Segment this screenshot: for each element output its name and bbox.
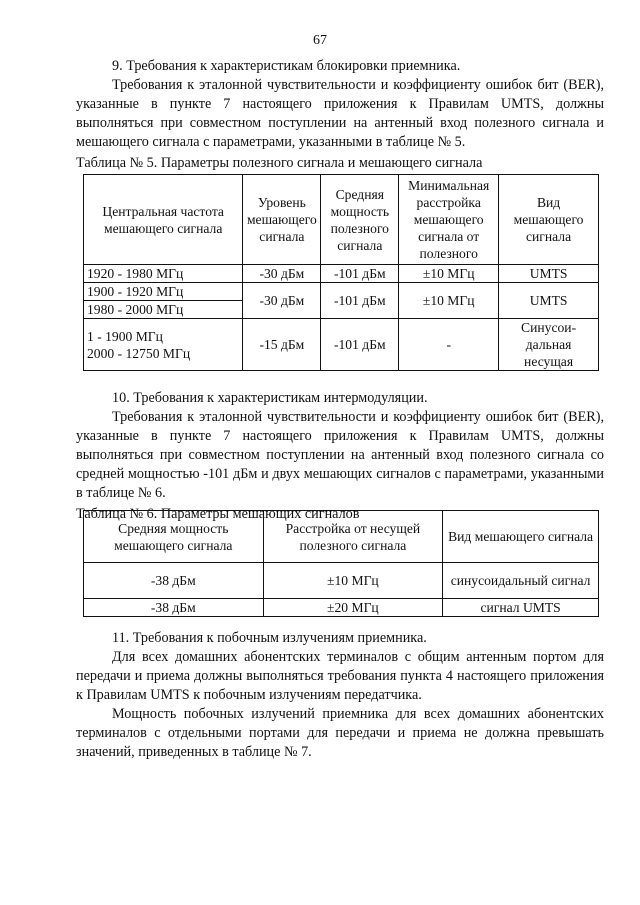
table-5-cell: UMTS xyxy=(499,265,599,283)
table-5-cell: -101 дБм xyxy=(321,319,399,371)
page-number: 67 xyxy=(313,33,327,48)
table-5-header: Минимальная расстройка мешающего сигнала от полезного xyxy=(399,175,499,265)
table-5-cell xyxy=(84,319,243,371)
table-5-cell: 1920 - 1980 МГц xyxy=(84,265,243,283)
table-5-caption: Таблица № 5. Параметры полезного сигнала и мешающего сигнала xyxy=(76,155,483,171)
table-5-header: Центральная частота мешающего сигнала xyxy=(84,175,243,265)
section-11-paragraph: Для всех домашних абонентских терминалов с общим антенным портом для передачи и приема должны выполняться требования пункта 4 настоящего приложения к Правилам UMTS к побочным излучениям передатчика. xyxy=(76,649,604,703)
table-5-freq: 1 - 1900 МГц xyxy=(87,328,163,344)
section-9-text: Требования к эталонной чувствительности и коэффициенту ошибок бит (BER), указанные в пункте 7 настоящего приложения к Правилам UMTS, должны выполняться при совместном поступлении на антенный вход полезного сигнала и мешающего сигнала с параметрами, указанными в таблице № 5. xyxy=(76,77,604,150)
section-11-heading: 11. Требования к побочным излучениям приемника. xyxy=(112,630,427,646)
table-6-cell: сигнал UMTS xyxy=(443,599,599,617)
table-5-cell: Синусои- дальная несущая xyxy=(499,319,599,371)
section-9 xyxy=(76,57,604,173)
section-10 xyxy=(76,389,604,524)
table-5-cell: -101 дБм xyxy=(321,265,399,283)
table-6-cell: ±20 МГц xyxy=(263,599,443,617)
table-6-header: Вид мешающего сигнала xyxy=(443,511,599,563)
table-5-cell: -30 дБм xyxy=(243,283,321,319)
table-5 xyxy=(83,174,599,371)
table-5-header: Уровень мешающего сигнала xyxy=(243,175,321,265)
table-5-cell: 1900 - 1920 МГц xyxy=(84,283,243,301)
table-6-header: Средняя мощность мешающего сигнала xyxy=(84,511,264,563)
table-6-cell: -38 дБм xyxy=(84,563,264,599)
table-5-cell: ±10 МГц xyxy=(399,265,499,283)
table-5-header: Средняя мощность полезного сигнала xyxy=(321,175,399,265)
section-11-paragraph: Мощность побочных излучений приемника для всех домашних абонентских терминалов с отдельными портами для передачи и приема не должна превышать значений, приведенных в таблице № 7. xyxy=(76,706,604,760)
table-6-caption: Таблица № 6. Параметры мешающих сигналов xyxy=(76,506,360,522)
table-5-header: Вид мешающего сигнала xyxy=(499,175,599,265)
table-6-cell: ±10 МГц xyxy=(263,563,443,599)
table-6-cell: -38 дБм xyxy=(84,599,264,617)
table-5-cell: ±10 МГц xyxy=(399,283,499,319)
section-10-text: Требования к эталонной чувствительности и коэффициенту ошибок бит (BER), указанные в пункте 7 настоящего приложения к Правилам UMTS, должны выполняться при совместном поступлении на антенный вход полезного сигнала со средней мощностью -101 дБм и двух мешающих сигналов с параметрами, указанными в таблице № 6. xyxy=(76,409,604,501)
table-6-cell: синусоидальный сигнал xyxy=(443,563,599,599)
table-5-cell: 1980 - 2000 МГц xyxy=(84,301,243,319)
table-5-cell: - xyxy=(399,319,499,371)
table-6-header: Расстройка от несущей полезного сигнала xyxy=(263,511,443,563)
section-11 xyxy=(76,629,604,762)
table-6 xyxy=(83,510,599,617)
table-5-cell: -30 дБм xyxy=(243,265,321,283)
section-10-heading: 10. Требования к характеристикам интермодуляции. xyxy=(112,390,428,406)
table-5-cell: UMTS xyxy=(499,283,599,319)
table-5-cell: -101 дБм xyxy=(321,283,399,319)
table-5-cell: -15 дБм xyxy=(243,319,321,371)
section-9-heading: 9. Требования к характеристикам блокировки приемника. xyxy=(112,58,461,74)
table-5-freq: 2000 - 12750 МГц xyxy=(87,345,191,361)
